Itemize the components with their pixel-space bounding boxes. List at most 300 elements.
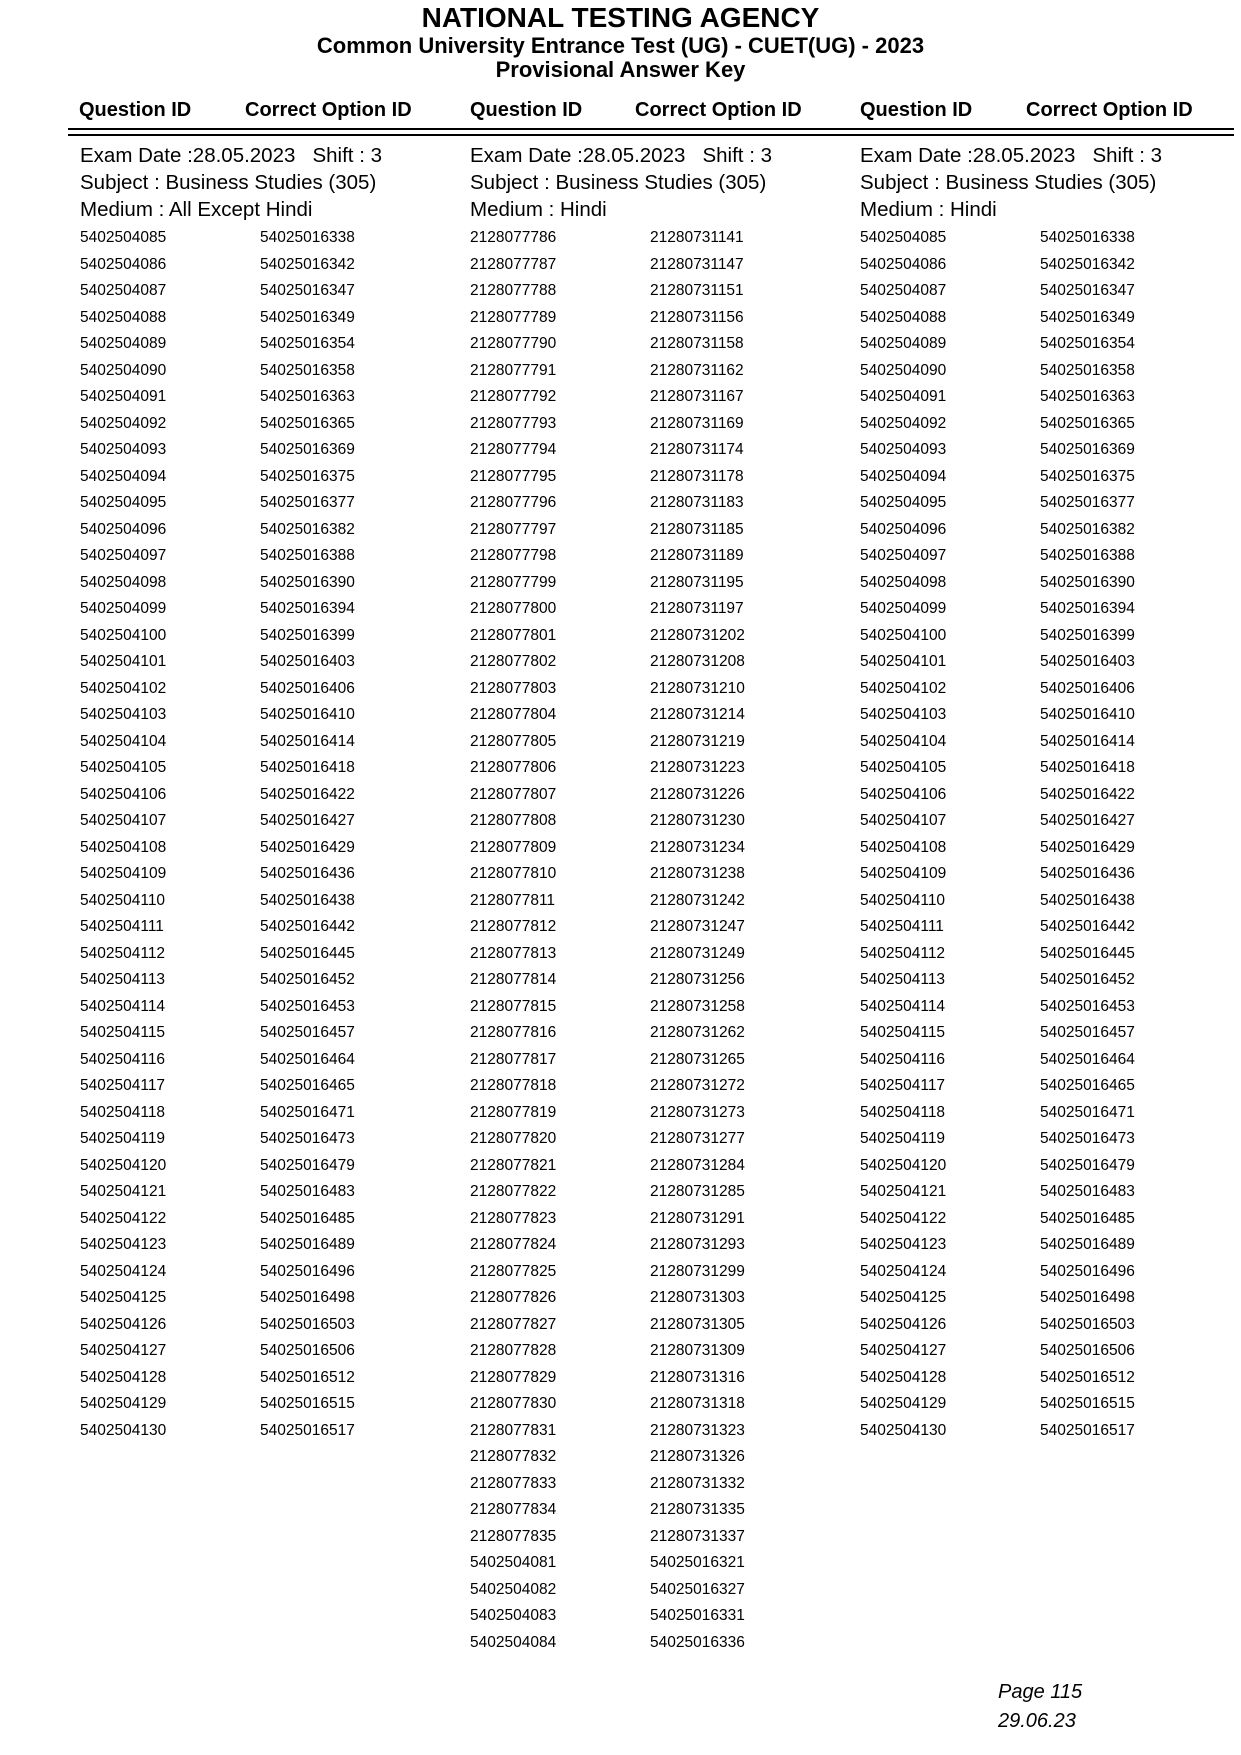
correct-option-id: 54025016363 [1040, 388, 1135, 405]
table-row [80, 676, 440, 703]
correct-option-id: 54025016453 [260, 997, 355, 1015]
question-id: 2128077792 [470, 388, 557, 405]
correct-option-id: 54025016331 [650, 1607, 745, 1624]
correct-option-id: 54025016375 [1040, 467, 1135, 485]
question-id: 2128077788 [470, 282, 557, 299]
table-row [80, 1391, 440, 1418]
answer-key-block [80, 142, 440, 1444]
question-id: 5402504113 [80, 971, 166, 988]
correct-option-id: 54025016365 [1040, 414, 1135, 432]
correct-option-id: 21280731256 [650, 971, 745, 988]
correct-option-id: 54025016479 [260, 1156, 355, 1174]
shift: Shift : 3 [312, 144, 382, 167]
question-id: 5402504097 [80, 547, 167, 564]
correct-option-id: 54025016489 [1040, 1236, 1135, 1253]
table-row [470, 331, 830, 358]
question-id: 5402504127 [80, 1342, 167, 1359]
table-row [80, 437, 440, 464]
question-id: 5402504111 [860, 918, 944, 935]
subject: Subject : Business Studies (305) [80, 171, 377, 194]
table-row [80, 1365, 440, 1392]
correct-option-id: 21280731162 [650, 361, 744, 379]
question-id: 5402504086 [860, 255, 947, 273]
question-id: 5402504085 [80, 229, 167, 246]
correct-option-id: 54025016512 [1040, 1368, 1135, 1386]
correct-option-id: 21280731214 [650, 706, 745, 723]
table-row [470, 570, 830, 597]
correct-option-id: 21280731151 [650, 282, 744, 299]
correct-option-id: 54025016429 [1040, 838, 1135, 856]
question-id: 2128077806 [470, 759, 557, 776]
table-row [860, 702, 1220, 729]
table-row [80, 490, 440, 517]
table-row [80, 994, 440, 1021]
table-row [80, 278, 440, 305]
table-row [470, 1259, 830, 1286]
question-id: 2128077823 [470, 1209, 557, 1227]
table-row [470, 1497, 830, 1524]
table-row [470, 252, 830, 279]
table-row [860, 1206, 1220, 1233]
correct-option-id: 21280731247 [650, 918, 745, 935]
table-row [470, 1126, 830, 1153]
correct-option-id: 54025016403 [1040, 653, 1135, 670]
column-header-question-id: Question ID [860, 99, 973, 121]
question-id: 2128077826 [470, 1289, 557, 1306]
question-id: 5402504120 [80, 1156, 167, 1174]
question-id: 5402504109 [80, 865, 167, 882]
table-row [470, 888, 830, 915]
table-row [860, 437, 1220, 464]
exam-date-shift [470, 142, 830, 169]
correct-option-id: 54025016410 [260, 706, 355, 723]
correct-option-id: 54025016422 [1040, 785, 1135, 803]
question-id: 5402504107 [80, 812, 167, 829]
question-id: 2128077810 [470, 865, 557, 882]
correct-option-id: 54025016349 [1040, 308, 1135, 326]
table-row [470, 623, 830, 650]
table-row [860, 1153, 1220, 1180]
question-id: 5402504100 [80, 626, 167, 644]
correct-option-id: 54025016414 [1040, 732, 1135, 750]
correct-option-id: 21280731291 [650, 1209, 745, 1227]
question-id: 5402504128 [80, 1368, 167, 1386]
correct-option-id: 54025016485 [260, 1209, 355, 1227]
question-id: 5402504108 [860, 838, 947, 856]
correct-option-id: 54025016471 [260, 1103, 355, 1121]
question-id: 5402504090 [860, 361, 947, 379]
question-id: 5402504098 [860, 573, 947, 591]
medium: Medium : Hindi [470, 198, 607, 221]
page-number: Page 115 [998, 1681, 1083, 1703]
table-row [80, 861, 440, 888]
table-row [860, 941, 1220, 968]
question-id: 5402504121 [860, 1183, 947, 1200]
correct-option-id: 21280731230 [650, 812, 745, 829]
correct-option-id: 54025016457 [260, 1024, 355, 1041]
question-id: 5402504127 [860, 1342, 947, 1359]
exam-date: Exam Date :28.05.2023 [80, 144, 296, 167]
correct-option-id: 54025016342 [1040, 255, 1135, 273]
question-id: 2128077830 [470, 1395, 557, 1412]
page-title: NATIONAL TESTING AGENCY [421, 2, 820, 33]
question-id: 5402504091 [860, 388, 947, 405]
question-id: 5402504095 [860, 494, 947, 511]
question-id: 5402504126 [80, 1315, 167, 1333]
table-row [470, 278, 830, 305]
question-id: 2128077829 [470, 1368, 557, 1386]
question-id: 5402504130 [80, 1421, 167, 1439]
table-row [80, 702, 440, 729]
table-row [860, 596, 1220, 623]
question-id: 5402504115 [80, 1024, 166, 1041]
question-id: 5402504091 [80, 388, 167, 405]
question-id: 5402504095 [80, 494, 167, 511]
question-id: 5402504119 [80, 1130, 166, 1147]
question-id: 5402504120 [860, 1156, 947, 1174]
table-row [860, 1391, 1220, 1418]
table-row [470, 358, 830, 385]
table-row [80, 808, 440, 835]
correct-option-id: 54025016406 [260, 679, 355, 697]
table-row [80, 252, 440, 279]
table-row [860, 1047, 1220, 1074]
table-row [470, 782, 830, 809]
table-row [470, 1365, 830, 1392]
question-id: 5402504092 [80, 414, 167, 432]
question-id: 5402504092 [860, 414, 947, 432]
table-row [860, 305, 1220, 332]
table-row [860, 1259, 1220, 1286]
correct-option-id: 21280731337 [650, 1527, 745, 1545]
table-row [470, 1206, 830, 1233]
correct-option-id: 54025016406 [1040, 679, 1135, 697]
table-row [860, 252, 1220, 279]
table-row [470, 1577, 830, 1604]
question-id: 5402504128 [860, 1368, 947, 1386]
exam-date-shift [860, 142, 1220, 169]
correct-option-id: 21280731169 [650, 414, 744, 432]
correct-option-id: 54025016436 [260, 865, 355, 882]
correct-option-id: 54025016517 [1040, 1421, 1135, 1439]
question-id: 2128077807 [470, 785, 557, 803]
table-row [860, 543, 1220, 570]
correct-option-id: 54025016438 [1040, 891, 1135, 909]
correct-option-id: 21280731326 [650, 1448, 745, 1465]
table-row [470, 1153, 830, 1180]
table-row [860, 1073, 1220, 1100]
correct-option-id: 54025016485 [1040, 1209, 1135, 1227]
question-id: 5402504126 [860, 1315, 947, 1333]
correct-option-id: 21280731277 [650, 1130, 745, 1147]
correct-option-id: 21280731316 [650, 1368, 745, 1386]
table-row [860, 1020, 1220, 1047]
correct-option-id: 54025016473 [1040, 1130, 1135, 1147]
table-row [80, 596, 440, 623]
correct-option-id: 54025016382 [1040, 520, 1135, 538]
table-row [860, 490, 1220, 517]
answer-key-block [470, 142, 830, 1656]
correct-option-id: 21280731141 [650, 229, 744, 246]
table-row [860, 888, 1220, 915]
question-id: 5402504099 [860, 600, 947, 617]
table-row [80, 1153, 440, 1180]
correct-option-id: 54025016512 [260, 1368, 355, 1386]
correct-option-id: 54025016464 [1040, 1050, 1135, 1068]
table-row [80, 888, 440, 915]
correct-option-id: 54025016429 [260, 838, 355, 856]
footer-date: 29.06.23 [998, 1710, 1076, 1732]
table-row [470, 1073, 830, 1100]
table-row [470, 702, 830, 729]
table-row [80, 1338, 440, 1365]
table-row [470, 1391, 830, 1418]
question-id: 2128077795 [470, 467, 557, 485]
question-id: 5402504112 [80, 944, 166, 962]
table-row [80, 464, 440, 491]
question-id: 5402504096 [80, 520, 167, 538]
table-row [860, 331, 1220, 358]
question-id: 5402504114 [80, 997, 166, 1015]
question-id: 5402504103 [860, 706, 947, 723]
correct-option-id: 21280731265 [650, 1050, 745, 1068]
question-id: 2128077828 [470, 1342, 557, 1359]
table-row [80, 1179, 440, 1206]
correct-option-id: 54025016496 [1040, 1262, 1135, 1280]
correct-option-id: 54025016445 [1040, 944, 1135, 962]
correct-option-id: 54025016347 [260, 282, 355, 299]
table-row [860, 225, 1220, 252]
correct-option-id: 54025016442 [260, 918, 355, 935]
question-id: 5402504105 [80, 759, 167, 776]
question-id: 5402504106 [80, 785, 167, 803]
medium: Medium : Hindi [860, 198, 997, 221]
question-id: 5402504118 [80, 1103, 166, 1121]
table-row [470, 225, 830, 252]
table-row [470, 1471, 830, 1498]
question-id: 5402504082 [470, 1580, 557, 1598]
table-row [80, 1259, 440, 1286]
correct-option-id: 21280731197 [650, 600, 744, 617]
question-id: 5402504089 [860, 335, 947, 352]
question-id: 2128077801 [470, 626, 557, 644]
table-row [860, 755, 1220, 782]
question-id: 5402504104 [80, 732, 167, 750]
correct-option-id: 21280731249 [650, 944, 745, 962]
table-row [860, 676, 1220, 703]
correct-option-id: 54025016399 [1040, 626, 1135, 644]
question-id: 2128077827 [470, 1315, 557, 1333]
question-id: 2128077812 [470, 918, 557, 935]
table-row [470, 517, 830, 544]
correct-option-id: 21280731156 [650, 308, 744, 326]
table-row [860, 994, 1220, 1021]
correct-option-id: 54025016354 [1040, 335, 1135, 352]
question-id: 5402504096 [860, 520, 947, 538]
correct-option-id: 21280731223 [650, 759, 745, 776]
question-id: 2128077798 [470, 547, 557, 564]
question-id: 5402504130 [860, 1421, 947, 1439]
question-id: 5402504113 [860, 971, 946, 988]
table-row [80, 517, 440, 544]
question-id: 2128077804 [470, 706, 557, 723]
table-row [80, 543, 440, 570]
correct-option-id: 54025016388 [260, 547, 355, 564]
table-row [470, 464, 830, 491]
question-id: 2128077816 [470, 1024, 557, 1041]
table-row [470, 649, 830, 676]
table-row [80, 967, 440, 994]
table-row [80, 649, 440, 676]
correct-option-id: 54025016410 [1040, 706, 1135, 723]
table-row [470, 596, 830, 623]
question-id: 2128077799 [470, 573, 557, 591]
correct-option-id: 54025016506 [260, 1342, 355, 1359]
correct-option-id: 21280731299 [650, 1262, 745, 1280]
correct-option-id: 54025016515 [1040, 1395, 1135, 1412]
table-row [80, 782, 440, 809]
question-id: 2128077818 [470, 1077, 557, 1094]
question-id: 5402504090 [80, 361, 167, 379]
correct-option-id: 54025016436 [1040, 865, 1135, 882]
question-id: 5402504107 [860, 812, 947, 829]
table-row [470, 1444, 830, 1471]
question-id: 5402504123 [80, 1236, 167, 1253]
correct-option-id: 21280731242 [650, 891, 745, 909]
question-id: 5402504110 [80, 891, 166, 909]
table-row [860, 1179, 1220, 1206]
question-id: 2128077821 [470, 1156, 557, 1174]
table-row [80, 941, 440, 968]
table-row [80, 1047, 440, 1074]
question-id: 5402504106 [860, 785, 947, 803]
question-id: 5402504101 [80, 653, 167, 670]
correct-option-id: 21280731210 [650, 679, 745, 697]
question-id: 5402504103 [80, 706, 167, 723]
table-row [470, 1047, 830, 1074]
question-id: 5402504105 [860, 759, 947, 776]
question-id: 2128077835 [470, 1527, 557, 1545]
correct-option-id: 54025016427 [1040, 812, 1135, 829]
table-row [470, 808, 830, 835]
question-id: 5402504083 [470, 1607, 557, 1624]
shift: Shift : 3 [702, 144, 772, 167]
correct-option-id: 21280731208 [650, 653, 745, 670]
question-id: 5402504123 [860, 1236, 947, 1253]
correct-option-id: 54025016517 [260, 1421, 355, 1439]
question-id: 5402504115 [860, 1024, 946, 1041]
table-row [470, 1232, 830, 1259]
table-row [80, 1100, 440, 1127]
question-id: 5402504086 [80, 255, 167, 273]
question-id: 5402504094 [860, 467, 947, 485]
correct-option-id: 54025016382 [260, 520, 355, 538]
correct-option-id: 54025016483 [1040, 1183, 1135, 1200]
question-id: 5402504129 [80, 1395, 167, 1412]
correct-option-id: 21280731147 [650, 255, 744, 273]
correct-option-id: 54025016399 [260, 626, 355, 644]
table-row [860, 623, 1220, 650]
correct-option-id: 54025016394 [1040, 600, 1135, 617]
correct-option-id: 54025016498 [260, 1289, 355, 1306]
correct-option-id: 21280731335 [650, 1501, 745, 1518]
correct-option-id: 54025016515 [260, 1395, 355, 1412]
answer-rows [860, 225, 1220, 1444]
table-row [860, 808, 1220, 835]
table-row [860, 1126, 1220, 1153]
correct-option-id: 54025016483 [260, 1183, 355, 1200]
table-row [470, 676, 830, 703]
question-id: 2128077815 [470, 997, 557, 1015]
correct-option-id: 54025016457 [1040, 1024, 1135, 1041]
document-type: Provisional Answer Key [495, 57, 746, 82]
question-id: 5402504088 [860, 308, 947, 326]
exam-name: Common University Entrance Test (UG) - CUET(UG) - 2023 [316, 33, 925, 58]
table-row [470, 914, 830, 941]
table-row [860, 1232, 1220, 1259]
table-row [860, 782, 1220, 809]
table-row [80, 411, 440, 438]
question-id: 2128077802 [470, 653, 557, 670]
question-id: 2128077800 [470, 600, 557, 617]
question-id: 5402504102 [860, 679, 947, 697]
correct-option-id: 21280731178 [650, 467, 744, 485]
table-row [860, 914, 1220, 941]
table-row [860, 861, 1220, 888]
question-id: 2128077791 [470, 361, 557, 379]
question-id: 5402504118 [860, 1103, 946, 1121]
subject: Subject : Business Studies (305) [470, 171, 767, 194]
question-id: 2128077825 [470, 1262, 557, 1280]
table-row [470, 490, 830, 517]
table-row [470, 941, 830, 968]
question-id: 5402504097 [860, 547, 947, 564]
correct-option-id: 21280731318 [650, 1395, 745, 1412]
correct-option-id: 54025016377 [1040, 494, 1135, 511]
question-id: 5402504124 [80, 1262, 167, 1280]
correct-option-id: 21280731303 [650, 1289, 745, 1306]
correct-option-id: 21280731273 [650, 1103, 745, 1121]
question-id: 5402504100 [860, 626, 947, 644]
column-header-correct-option-id: Correct Option ID [1026, 99, 1193, 121]
correct-option-id: 54025016358 [260, 361, 355, 379]
table-row [860, 1285, 1220, 1312]
correct-option-id: 54025016369 [1040, 441, 1135, 458]
table-row [80, 305, 440, 332]
question-id: 2128077814 [470, 971, 557, 988]
question-id: 5402504121 [80, 1183, 167, 1200]
correct-option-id: 54025016403 [260, 653, 355, 670]
correct-option-id: 54025016438 [260, 891, 355, 909]
question-id: 2128077832 [470, 1448, 557, 1465]
question-id: 2128077833 [470, 1474, 557, 1492]
correct-option-id: 21280731284 [650, 1156, 745, 1174]
correct-option-id: 54025016418 [1040, 759, 1135, 776]
table-row [80, 1285, 440, 1312]
correct-option-id: 54025016422 [260, 785, 355, 803]
correct-option-id: 54025016342 [260, 255, 355, 273]
correct-option-id: 21280731202 [650, 626, 745, 644]
table-row [470, 1524, 830, 1551]
question-id: 5402504101 [860, 653, 947, 670]
question-id: 2128077809 [470, 838, 557, 856]
table-row [470, 1179, 830, 1206]
table-row [470, 1603, 830, 1630]
table-row [860, 1418, 1220, 1445]
table-row [860, 358, 1220, 385]
question-id: 5402504084 [470, 1633, 557, 1651]
question-id: 5402504125 [80, 1289, 167, 1306]
